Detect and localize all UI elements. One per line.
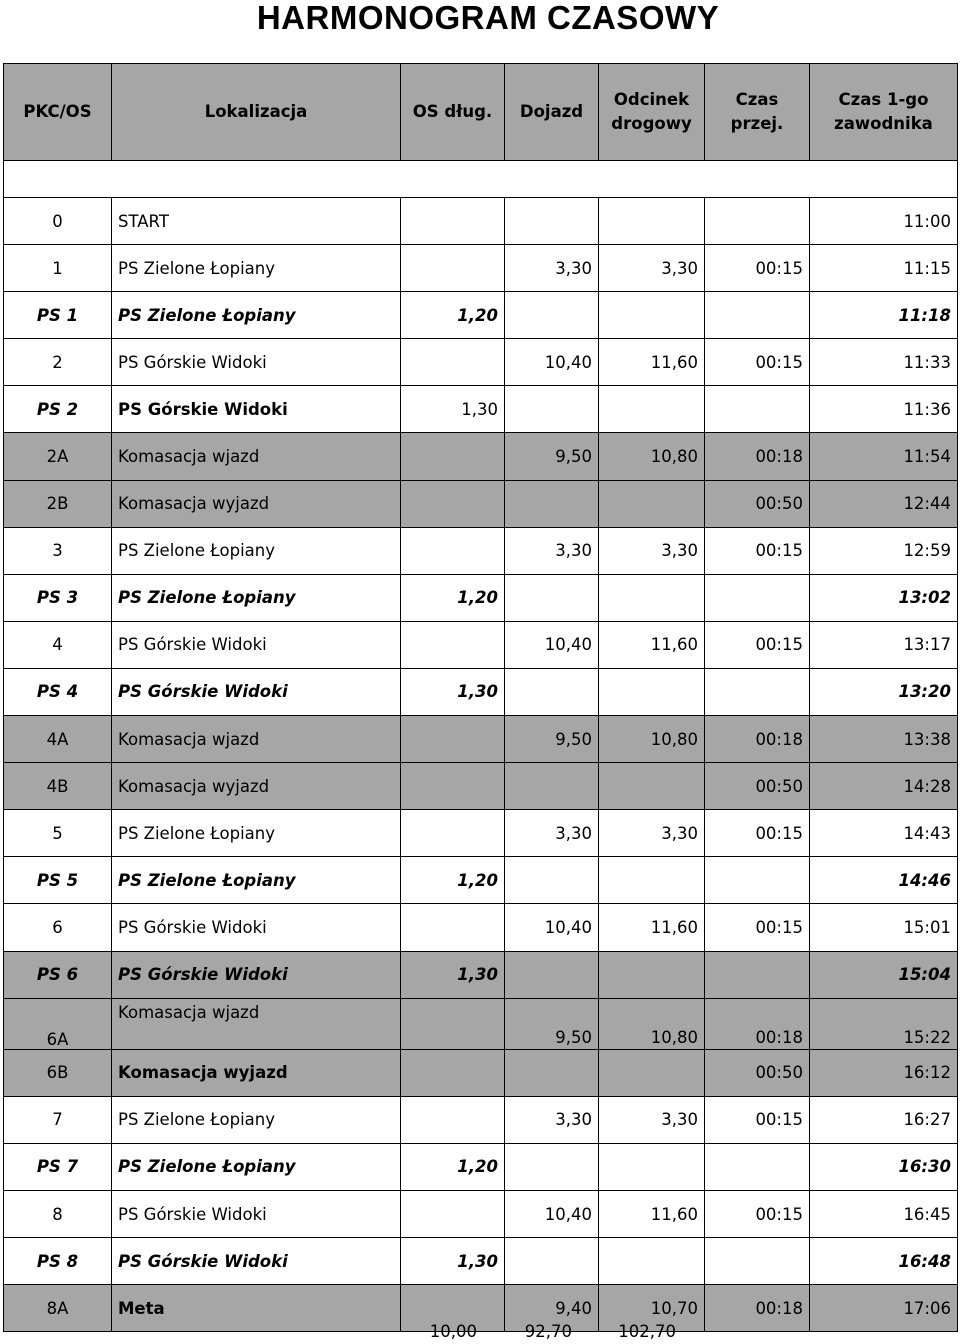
cell-czas-przej: 00:15 (705, 527, 810, 574)
table-row (4, 668, 958, 715)
cell-czas-przej (705, 951, 810, 998)
table-row (4, 1049, 958, 1096)
cell-czas-zawodnika: 13:17 (810, 621, 958, 668)
cell-dojazd (505, 1049, 599, 1096)
cell-czas-zawodnika: 12:44 (810, 480, 958, 527)
cell-location: START (112, 198, 401, 245)
cell-czas-przej (705, 198, 810, 245)
cell-location: PS Górskie Widoki (112, 951, 401, 998)
cell-odcinek (599, 386, 705, 433)
cell-location: PS Zielone Łopiany (112, 810, 401, 857)
cell-id: 4 (4, 621, 112, 668)
cell-dojazd (505, 1143, 599, 1190)
cell-odcinek (599, 668, 705, 715)
table-row (4, 480, 958, 527)
cell-czas-zawodnika: 16:48 (810, 1238, 958, 1285)
table-row (4, 810, 958, 857)
cell-czas-zawodnika: 15:04 (810, 951, 958, 998)
table-row (4, 904, 958, 951)
cell-id: 4A (4, 716, 112, 763)
cell-id: PS 5 (4, 857, 112, 904)
total-odcinek: 102,70 (618, 1322, 676, 1341)
cell-location: Komasacja wyjazd (112, 480, 401, 527)
header-dojazd: Dojazd (505, 64, 599, 161)
header-id: PKC/OS (4, 64, 112, 161)
table-row (4, 245, 958, 292)
cell-dojazd (505, 763, 599, 810)
cell-czas-zawodnika: 13:38 (810, 716, 958, 763)
cell-odcinek: 3,30 (599, 810, 705, 857)
cell-id: 8 (4, 1190, 112, 1237)
cell-id: 6A (4, 998, 112, 1049)
cell-location: Komasacja wyjazd (112, 763, 401, 810)
cell-id: 7 (4, 1096, 112, 1143)
cell-location: PS Zielone Łopiany (112, 1096, 401, 1143)
cell-id: 5 (4, 810, 112, 857)
cell-id: PS 8 (4, 1238, 112, 1285)
spacer-row (4, 161, 958, 198)
cell-czas-przej: 00:15 (705, 904, 810, 951)
cell-dojazd: 3,30 (505, 527, 599, 574)
cell-dojazd: 10,40 (505, 1190, 599, 1237)
cell-dojazd (505, 1238, 599, 1285)
cell-id: PS 1 (4, 292, 112, 339)
cell-location: PS Zielone Łopiany (112, 1143, 401, 1190)
cell-id: PS 4 (4, 668, 112, 715)
cell-odcinek: 11,60 (599, 621, 705, 668)
cell-os-length (401, 621, 505, 668)
cell-dojazd (505, 574, 599, 621)
cell-odcinek: 10,70 (599, 1285, 705, 1332)
table-row (4, 621, 958, 668)
cell-os-length (401, 998, 505, 1049)
cell-czas-zawodnika: 15:22 (810, 998, 958, 1049)
cell-czas-zawodnika: 15:01 (810, 904, 958, 951)
cell-dojazd (505, 386, 599, 433)
cell-id: 6B (4, 1049, 112, 1096)
cell-dojazd (505, 857, 599, 904)
cell-os-length: 1,30 (401, 668, 505, 715)
cell-location: PS Górskie Widoki (112, 1190, 401, 1237)
cell-os-length (401, 1049, 505, 1096)
cell-czas-przej (705, 1238, 810, 1285)
cell-czas-przej (705, 574, 810, 621)
cell-czas-zawodnika: 11:18 (810, 292, 958, 339)
cell-location: PS Górskie Widoki (112, 339, 401, 386)
cell-os-length (401, 245, 505, 292)
table-row (4, 386, 958, 433)
cell-id: 2B (4, 480, 112, 527)
cell-id: 4B (4, 763, 112, 810)
cell-os-length: 1,20 (401, 857, 505, 904)
cell-id: 0 (4, 198, 112, 245)
cell-czas-przej: 00:15 (705, 245, 810, 292)
cell-czas-zawodnika: 11:00 (810, 198, 958, 245)
cell-id: 2A (4, 433, 112, 480)
cell-odcinek (599, 1238, 705, 1285)
cell-os-length (401, 480, 505, 527)
cell-location: PS Górskie Widoki (112, 904, 401, 951)
cell-czas-zawodnika: 13:20 (810, 668, 958, 715)
cell-czas-przej: 00:18 (705, 716, 810, 763)
cell-dojazd: 9,40 (505, 1285, 599, 1332)
cell-odcinek: 3,30 (599, 245, 705, 292)
cell-os-length (401, 527, 505, 574)
cell-czas-przej: 00:50 (705, 1049, 810, 1096)
schedule-table (3, 63, 958, 1332)
cell-dojazd: 10,40 (505, 339, 599, 386)
cell-os-length: 1,20 (401, 1143, 505, 1190)
cell-dojazd (505, 198, 599, 245)
table-row (4, 574, 958, 621)
cell-czas-przej: 00:15 (705, 810, 810, 857)
table-row (4, 857, 958, 904)
cell-os-length: 1,20 (401, 574, 505, 621)
cell-os-length: 1,30 (401, 951, 505, 998)
cell-czas-przej: 00:15 (705, 1096, 810, 1143)
cell-czas-zawodnika: 11:15 (810, 245, 958, 292)
total-dojazd: 92,70 (524, 1322, 572, 1341)
cell-location: PS Zielone Łopiany (112, 292, 401, 339)
cell-dojazd (505, 480, 599, 527)
cell-odcinek: 3,30 (599, 1096, 705, 1143)
cell-odcinek: 11,60 (599, 1190, 705, 1237)
cell-id: PS 3 (4, 574, 112, 621)
cell-czas-przej (705, 1143, 810, 1190)
cell-os-length (401, 810, 505, 857)
cell-odcinek (599, 857, 705, 904)
cell-location: PS Górskie Widoki (112, 1238, 401, 1285)
cell-dojazd: 3,30 (505, 810, 599, 857)
cell-czas-przej: 00:15 (705, 339, 810, 386)
table-row (4, 433, 958, 480)
table-row (4, 198, 958, 245)
cell-odcinek (599, 763, 705, 810)
cell-os-length: 1,30 (401, 386, 505, 433)
cell-odcinek (599, 198, 705, 245)
cell-id: PS 2 (4, 386, 112, 433)
cell-dojazd: 3,30 (505, 245, 599, 292)
cell-dojazd: 10,40 (505, 904, 599, 951)
cell-czas-przej (705, 668, 810, 715)
cell-id: 2 (4, 339, 112, 386)
cell-os-length (401, 763, 505, 810)
cell-id: 6 (4, 904, 112, 951)
table-row (4, 1143, 958, 1190)
cell-czas-zawodnika: 14:43 (810, 810, 958, 857)
cell-location: PS Górskie Widoki (112, 386, 401, 433)
cell-odcinek: 11,60 (599, 904, 705, 951)
header-row (4, 64, 958, 161)
cell-czas-przej: 00:15 (705, 621, 810, 668)
cell-os-length: 1,30 (401, 1238, 505, 1285)
cell-odcinek: 10,80 (599, 433, 705, 480)
cell-odcinek (599, 292, 705, 339)
table-row (4, 951, 958, 998)
cell-czas-zawodnika: 16:30 (810, 1143, 958, 1190)
cell-location: PS Zielone Łopiany (112, 527, 401, 574)
cell-id: 8A (4, 1285, 112, 1332)
cell-os-length (401, 1190, 505, 1237)
cell-odcinek: 10,80 (599, 998, 705, 1049)
cell-czas-przej: 00:18 (705, 998, 810, 1049)
cell-dojazd (505, 292, 599, 339)
cell-czas-przej: 00:18 (705, 433, 810, 480)
total-os-length: 10,00 (429, 1322, 477, 1341)
cell-czas-zawodnika: 12:59 (810, 527, 958, 574)
cell-os-length: 1,20 (401, 292, 505, 339)
cell-odcinek: 10,80 (599, 716, 705, 763)
cell-czas-zawodnika: 16:12 (810, 1049, 958, 1096)
cell-odcinek (599, 951, 705, 998)
cell-czas-zawodnika: 14:46 (810, 857, 958, 904)
page-title: HARMONOGRAM CZASOWY (256, 0, 720, 36)
cell-os-length (401, 339, 505, 386)
cell-czas-przej (705, 386, 810, 433)
cell-os-length (401, 904, 505, 951)
cell-location: PS Górskie Widoki (112, 668, 401, 715)
table-row (4, 1238, 958, 1285)
cell-os-length (401, 198, 505, 245)
cell-czas-zawodnika: 16:45 (810, 1190, 958, 1237)
cell-odcinek (599, 1049, 705, 1096)
cell-dojazd: 3,30 (505, 1096, 599, 1143)
table-row (4, 998, 958, 1049)
table-row (4, 763, 958, 810)
cell-czas-zawodnika: 16:27 (810, 1096, 958, 1143)
cell-dojazd: 9,50 (505, 998, 599, 1049)
header-czas-przej: Czas przej. (705, 64, 810, 161)
cell-id: PS 6 (4, 951, 112, 998)
cell-czas-przej: 00:18 (705, 1285, 810, 1332)
header-os-length: OS dług. (401, 64, 505, 161)
cell-location: Komasacja wjazd (112, 716, 401, 763)
cell-os-length (401, 716, 505, 763)
cell-location: PS Zielone Łopiany (112, 857, 401, 904)
cell-czas-zawodnika: 11:36 (810, 386, 958, 433)
cell-location: PS Zielone Łopiany (112, 245, 401, 292)
cell-id: 3 (4, 527, 112, 574)
cell-czas-zawodnika: 11:54 (810, 433, 958, 480)
cell-location: PS Górskie Widoki (112, 621, 401, 668)
table-row (4, 339, 958, 386)
cell-dojazd (505, 951, 599, 998)
totals-row (0, 1318, 960, 1344)
cell-dojazd: 9,50 (505, 716, 599, 763)
cell-location: Komasacja wyjazd (112, 1049, 401, 1096)
cell-odcinek (599, 574, 705, 621)
cell-location: Komasacja wjazd (112, 998, 401, 1049)
cell-odcinek (599, 1143, 705, 1190)
cell-location: Komasacja wjazd (112, 433, 401, 480)
header-odcinek: Odcinek drogowy (599, 64, 705, 161)
cell-czas-przej (705, 292, 810, 339)
cell-dojazd: 9,50 (505, 433, 599, 480)
cell-dojazd: 10,40 (505, 621, 599, 668)
cell-odcinek (599, 480, 705, 527)
cell-os-length (401, 1096, 505, 1143)
cell-czas-przej: 00:15 (705, 1190, 810, 1237)
cell-id: PS 7 (4, 1143, 112, 1190)
cell-czas-zawodnika: 11:33 (810, 339, 958, 386)
cell-location: Meta (112, 1285, 401, 1332)
cell-os-length (401, 433, 505, 480)
cell-odcinek: 3,30 (599, 527, 705, 574)
cell-odcinek: 11,60 (599, 339, 705, 386)
table-row (4, 1096, 958, 1143)
header-czas-zawodnika: Czas 1-go zawodnika (810, 64, 958, 161)
cell-czas-przej (705, 857, 810, 904)
table-row (4, 292, 958, 339)
cell-location: PS Zielone Łopiany (112, 574, 401, 621)
cell-czas-zawodnika: 13:02 (810, 574, 958, 621)
cell-dojazd (505, 668, 599, 715)
table-row (4, 527, 958, 574)
cell-czas-przej: 00:50 (705, 763, 810, 810)
table-row (4, 1190, 958, 1237)
table-row (4, 716, 958, 763)
header-location: Lokalizacja (112, 64, 401, 161)
cell-id: 1 (4, 245, 112, 292)
cell-czas-zawodnika: 17:06 (810, 1285, 958, 1332)
cell-czas-przej: 00:50 (705, 480, 810, 527)
cell-czas-zawodnika: 14:28 (810, 763, 958, 810)
